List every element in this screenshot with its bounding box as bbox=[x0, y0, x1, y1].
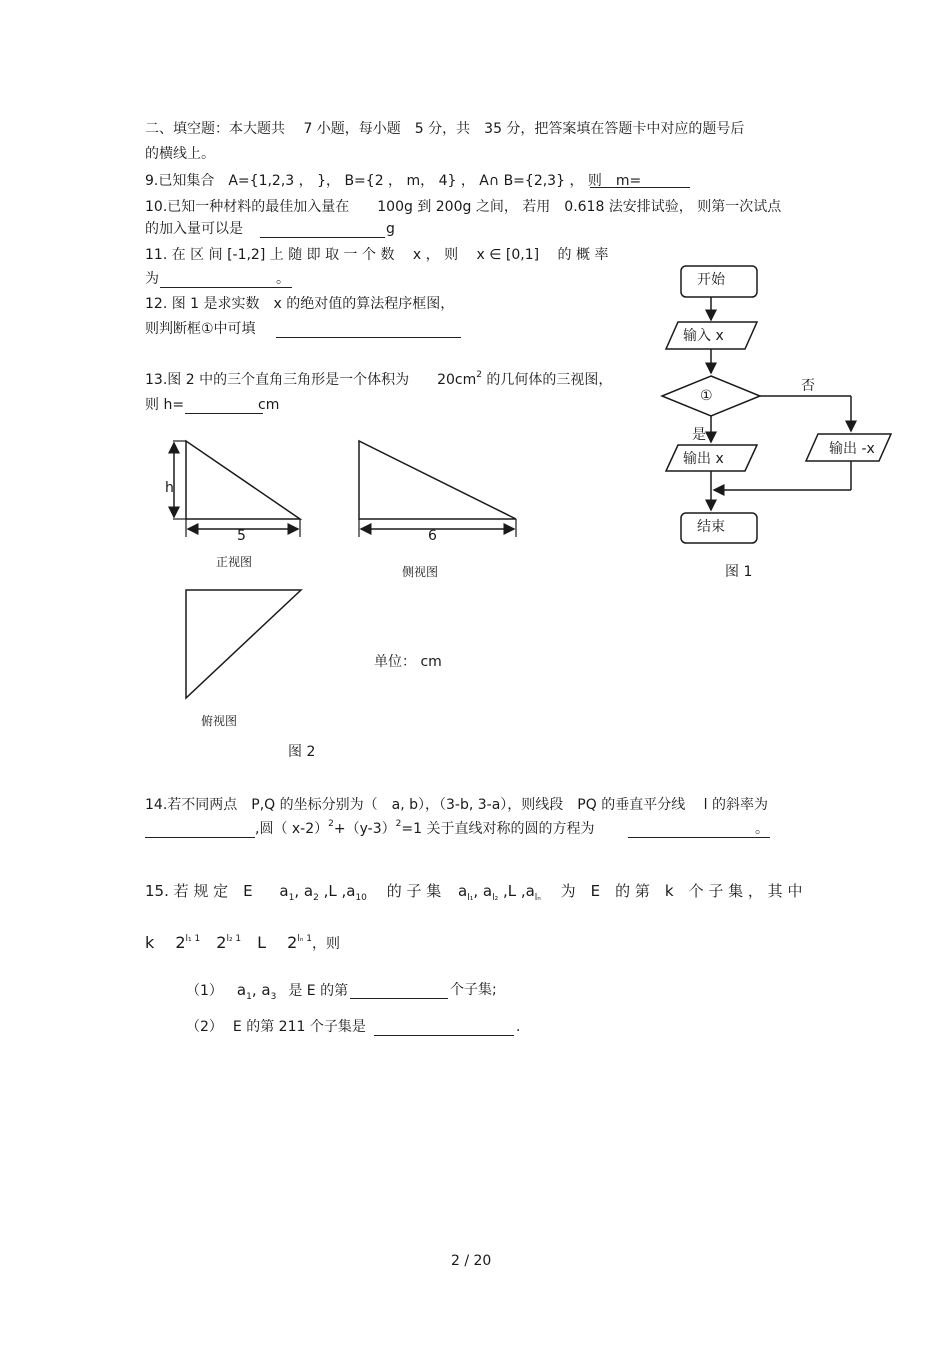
q15-p1-a3: , a bbox=[251, 981, 271, 999]
section-header-line2: 的横线上。 bbox=[145, 146, 215, 162]
figure-2-title: 图 2 bbox=[288, 744, 316, 760]
section-header-line1: 二、填空题：本大题共 7 小题，每小题 5 分，共 35 分，把答案填在答题卡中对应的题号后 bbox=[145, 121, 745, 137]
q15-mid: 的 子 集 bbox=[371, 882, 442, 900]
flow-yes-label: 是 bbox=[692, 427, 706, 443]
q15-k-sup1: l₁ 1 bbox=[185, 934, 201, 944]
q15-s-a2: , a bbox=[473, 882, 493, 900]
question-12-line2: 则判断框①中可填 bbox=[145, 321, 256, 337]
q15-e-sub2: 2 bbox=[313, 893, 319, 903]
question-14-line1: 14.若不同两点 P,Q 的坐标分别为（ a, b），（3-b, 3-a），则线段 PQ 的垂直平分线 l 的斜率为 bbox=[145, 797, 768, 813]
q14-line2-a: ,圆（ x-2） bbox=[255, 821, 329, 837]
q15-k-l: L 2 bbox=[241, 933, 298, 952]
question-15-part2 bbox=[186, 1018, 366, 1036]
side-view-triangle bbox=[359, 441, 516, 519]
question-11-prefix: 为 bbox=[145, 271, 159, 287]
page-number: 2 / 20 bbox=[451, 1253, 492, 1269]
question-14-end: 。 bbox=[755, 821, 769, 837]
q15-s-sub2: l₂ bbox=[492, 893, 499, 903]
answer-blank-15a bbox=[350, 998, 448, 999]
front-view-base-label: 5 bbox=[237, 528, 246, 544]
question-15-line1 bbox=[145, 882, 802, 903]
q15-p1-text: 是 E 的第 bbox=[288, 983, 349, 999]
q15-p1-math bbox=[236, 981, 277, 1002]
q15-s-sub3: lₙ bbox=[534, 893, 541, 903]
flow-decision-label: ① bbox=[700, 388, 713, 404]
figure-2-unit-label: 单位： cm bbox=[374, 654, 442, 670]
q15-e-a: a bbox=[279, 882, 289, 900]
top-view-caption: 俯视图 bbox=[201, 714, 238, 728]
q15-set-e bbox=[279, 882, 367, 903]
figure-1-title: 图 1 bbox=[725, 564, 753, 580]
question-15-part1-end: 个子集; bbox=[450, 982, 497, 998]
q13-sup: 2 bbox=[476, 370, 482, 380]
q15-e-sub3: 10 bbox=[355, 893, 367, 903]
q15-p1-a: a bbox=[236, 981, 247, 999]
front-view-h-dimension bbox=[173, 441, 186, 519]
flow-output-negx-label: 输出 -x bbox=[829, 441, 875, 457]
q15-s-l: ,L ,a bbox=[498, 882, 535, 900]
question-9: 9.已知集合 A={1,2,3 ， }， B={2 ， m， 4} ， A∩ B={2,3} ， 则 m= bbox=[145, 173, 642, 189]
top-view-triangle bbox=[186, 590, 301, 698]
q15-p1-label: （1） bbox=[186, 983, 223, 999]
q14-line2-b: +（y-3） bbox=[333, 821, 396, 837]
q13-line1-b: 的几何体的三视图， bbox=[481, 372, 613, 388]
q15-subset bbox=[458, 882, 541, 903]
flowchart bbox=[662, 266, 891, 543]
flow-no-label: 否 bbox=[801, 378, 815, 394]
q15-e-a2: , a bbox=[294, 882, 314, 900]
q15-e-sub1: 1 bbox=[288, 893, 295, 903]
q15-s-a: a bbox=[458, 882, 468, 900]
q15-line1-end: 为 E 的 第 k 个 子 集 ， 其 中 bbox=[545, 882, 803, 900]
question-11-line1: 11. 在 区 间 [-1,2] 上 随 即 取 一 个 数 x ， 则 x ∈ [0,1] 的 概 率 bbox=[145, 247, 609, 263]
question-14-line2 bbox=[255, 820, 594, 840]
flow-end-label: 结束 bbox=[697, 519, 725, 535]
q15-k-sup3: lₙ 1 bbox=[297, 934, 313, 944]
front-view-caption: 正视图 bbox=[216, 555, 253, 569]
front-view-triangle bbox=[186, 441, 300, 519]
q15-k-eq: k 2 bbox=[145, 933, 186, 952]
flow-start-label: 开始 bbox=[697, 272, 725, 288]
question-13-unit: cm bbox=[258, 397, 280, 413]
question-15-part2-end: . bbox=[516, 1019, 521, 1035]
q15-p2-text: E 的第 211 个子集是 bbox=[232, 1019, 366, 1035]
q15-k-sup2: l₂ 1 bbox=[226, 934, 242, 944]
q14-sup1: 2 bbox=[328, 819, 334, 829]
q14-line2-c: =1 关于直线对称的圆的方程为 bbox=[401, 821, 595, 837]
answer-blank-14b bbox=[628, 837, 770, 838]
answer-blank-14a bbox=[145, 837, 255, 838]
question-13-prefix: 则 h= bbox=[145, 397, 185, 413]
front-view-h-label: h bbox=[165, 480, 174, 496]
flow-input-label: 输入 x bbox=[683, 328, 724, 344]
q15-p1-sub3: 3 bbox=[270, 992, 277, 1002]
question-11-end: 。 bbox=[276, 271, 290, 287]
q15-p2-label: （2） bbox=[186, 1019, 223, 1035]
flow-output-x-label: 输出 x bbox=[683, 451, 724, 467]
question-15-part1 bbox=[186, 981, 348, 1002]
side-view-base-label: 6 bbox=[428, 528, 437, 544]
side-view-base-dimension bbox=[359, 519, 516, 537]
answer-blank-15b bbox=[374, 1035, 514, 1036]
question-10-line1: 10.已知一种材料的最佳加入量在 100g 到 200g 之间， 若用 0.618 法安排试验， 则第一次试点 bbox=[145, 199, 782, 215]
q15-k-end: ，则 bbox=[312, 936, 341, 952]
question-15-k-formula bbox=[145, 934, 340, 955]
question-10-line2: 的加入量可以是 bbox=[145, 221, 243, 237]
side-view-caption: 侧视图 bbox=[402, 565, 439, 579]
q15-p1-sub1: 1 bbox=[246, 992, 252, 1002]
q14-sup2: 2 bbox=[395, 819, 402, 829]
question-10-unit: g bbox=[386, 221, 395, 237]
q15-s-sub1: l₁ bbox=[467, 893, 474, 903]
q13-line1-a: 13.图 2 中的三个直角三角形是一个体积为 20cm bbox=[145, 372, 477, 388]
q15-prefix: 15. 若 规 定 E bbox=[145, 882, 253, 900]
q15-e-l: ,L ,a bbox=[318, 882, 356, 900]
question-12-line1: 12. 图 1 是求实数 x 的绝对值的算法程序框图， bbox=[145, 296, 455, 312]
q15-k-2b: 2 bbox=[200, 933, 227, 952]
